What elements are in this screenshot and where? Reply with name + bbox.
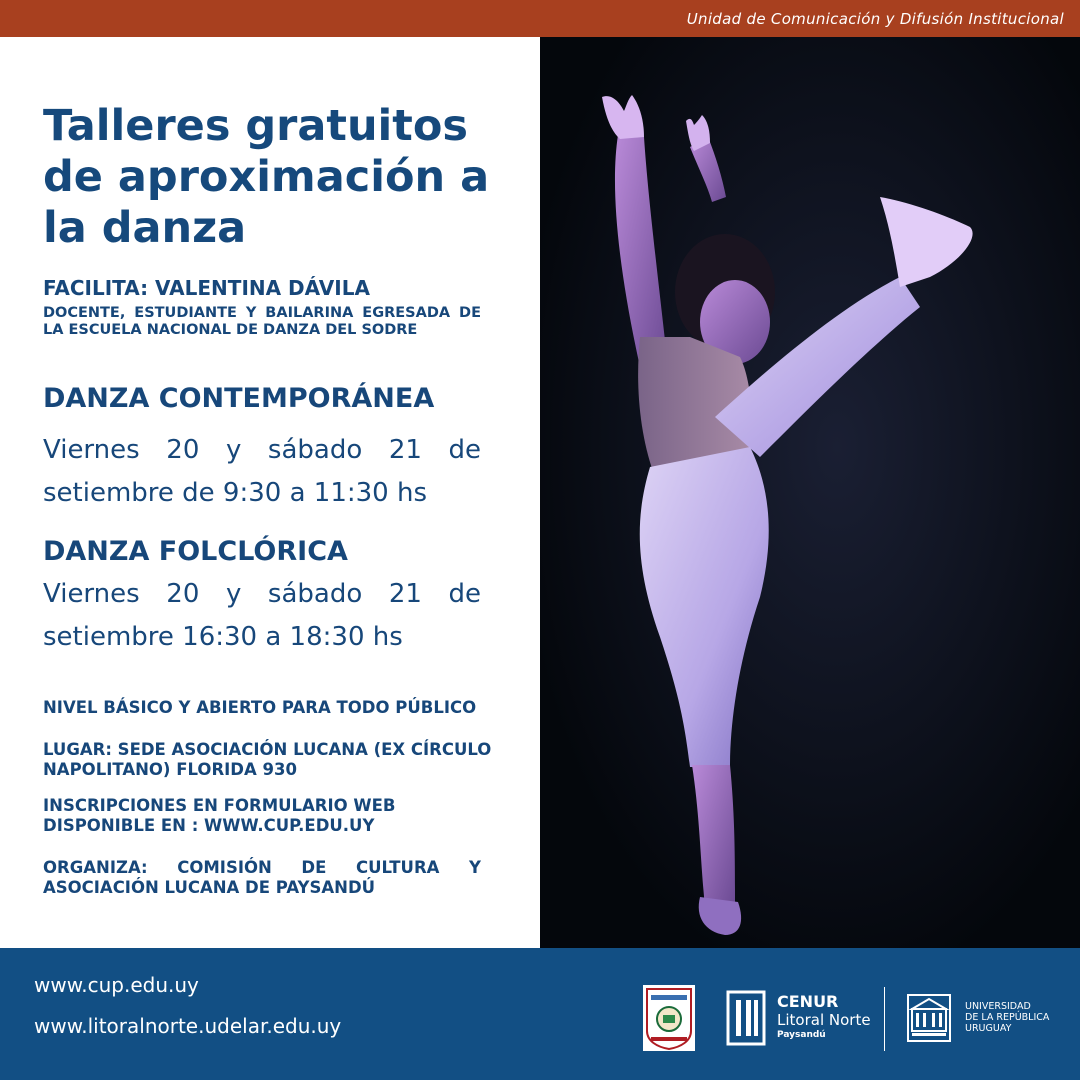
udelar-line: UNIVERSIDAD — [965, 1001, 1031, 1012]
link-cup[interactable]: www.cup.edu.uy — [34, 973, 199, 997]
cenur-wordmark — [777, 993, 871, 1041]
cenur-city: Paysandú — [777, 1030, 826, 1040]
workshop-folk-schedule: Viernes 20 y sábado 21 de setiembre 16:30 a 18:30 hs — [43, 579, 481, 652]
registration-line: DISPONIBLE EN : WWW.CUP.EDU.UY — [43, 816, 375, 835]
place-line: LUGAR: SEDE ASOCIACIÓN LUCANA (EX CÍRCULO — [43, 740, 492, 759]
registration-line: INSCRIPCIONES EN FORMULARIO WEB — [43, 796, 396, 815]
cenur-name: CENUR — [777, 992, 839, 1011]
cenur-logo-icon — [726, 990, 766, 1046]
workshop-contemporary-schedule: Viernes 20 y sábado 21 de setiembre de 9:30 a 11:30 hs — [43, 435, 481, 508]
udelar-line: DE LA REPÚBLICA — [965, 1012, 1050, 1023]
facilitator-description: DOCENTE, ESTUDIANTE Y BAILARINA EGRESADA DE LA ESCUELA NACIONAL DE DANZA DEL SODRE — [43, 305, 481, 338]
link-litoralnorte[interactable]: www.litoralnorte.udelar.edu.uy — [34, 1014, 342, 1038]
workshop-contemporary-title: DANZA CONTEMPORÁNEA — [43, 383, 435, 414]
dancer-illustration — [540, 37, 1080, 948]
udelar-line: URUGUAY — [965, 1023, 1012, 1034]
page-title — [43, 101, 513, 254]
title-line: de aproximación a — [43, 152, 490, 202]
unit-label: Unidad de Comunicación y Difusión Institucional — [686, 10, 1064, 28]
footer-divider — [884, 987, 885, 1051]
title-line: la danza — [43, 203, 247, 253]
facilitator-heading: FACILITA: VALENTINA DÁVILA — [43, 276, 370, 300]
dancer-photo — [540, 37, 1080, 948]
cenur-subtitle: Litoral Norte — [777, 1011, 871, 1029]
place-info — [43, 740, 493, 780]
level-info: NIVEL BÁSICO Y ABIERTO PARA TODO PÚBLICO — [43, 698, 477, 717]
udelar-logo-icon — [906, 993, 952, 1043]
shield-logo-icon — [643, 985, 695, 1051]
organizer-info: ORGANIZA: COMISIÓN DE CULTURA Y ASOCIACIÓN LUCANA DE PAYSANDÚ — [43, 858, 481, 897]
place-line: NAPOLITANO) FLORIDA 930 — [43, 760, 297, 779]
title-line: Talleres gratuitos — [43, 101, 468, 151]
registration-info — [43, 796, 493, 836]
top-banner — [0, 0, 1080, 37]
workshop-folk-title: DANZA FOLCLÓRICA — [43, 536, 348, 567]
udelar-wordmark — [965, 1001, 1049, 1034]
